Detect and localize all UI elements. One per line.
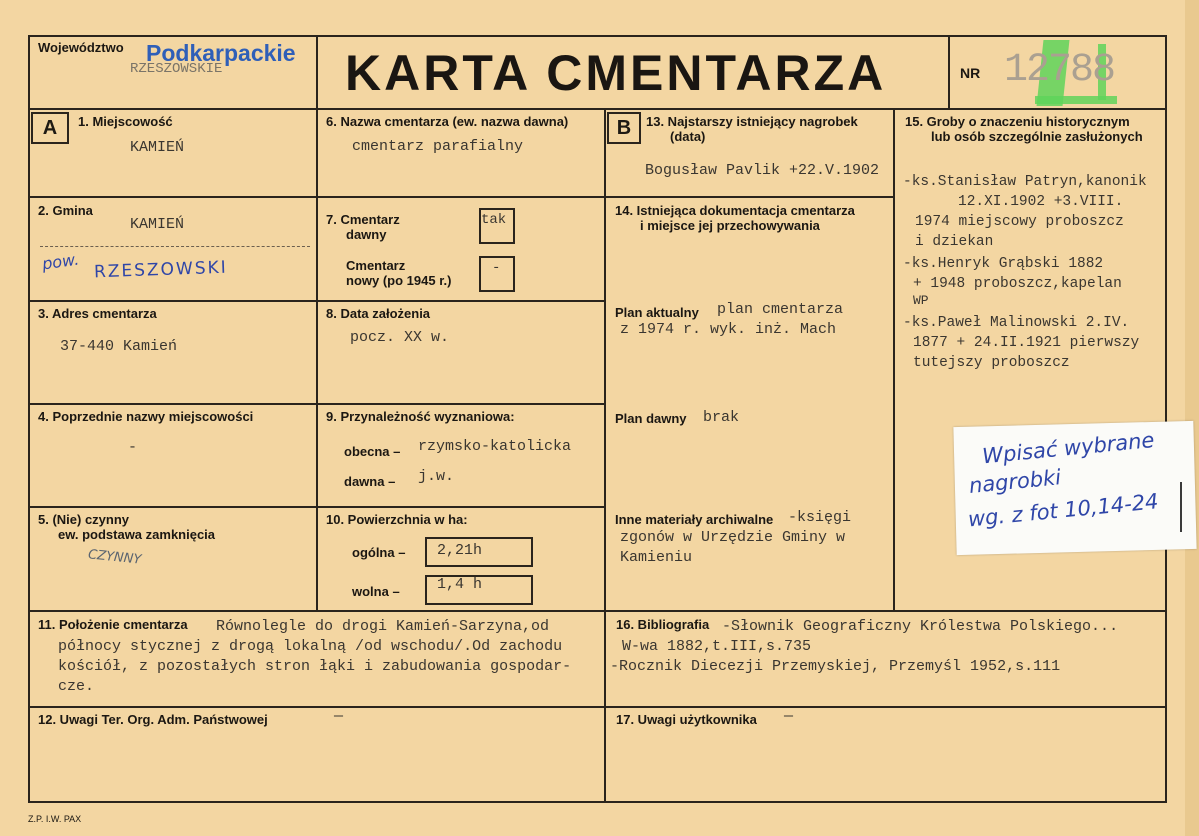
header-v2 — [948, 35, 950, 109]
f5-label-a: 5. (Nie) czynny — [38, 512, 130, 527]
f1-label: 1. Miejscowość — [78, 114, 173, 129]
header-divider — [28, 108, 1167, 110]
f8-label: 8. Data założenia — [326, 306, 431, 321]
frame-right — [1165, 35, 1167, 803]
f10-label: 10. Powierzchnia w ha: — [326, 512, 468, 527]
section-a-letter: A — [31, 112, 69, 144]
f8-value: pocz. XX w. — [350, 329, 450, 346]
note-line-2: nagrobki — [967, 465, 1063, 498]
f6-value: cmentarz parafialny — [352, 138, 524, 155]
f16-line-1: -Słownik Geograficzny Królestwa Polskiego... — [722, 618, 1119, 635]
f7-nowy-b: nowy (po 1945 r.) — [346, 273, 452, 288]
note-line-3: wg. z fot 10,14-24 — [966, 489, 1160, 532]
frame-top — [28, 35, 1167, 37]
row-main-bottom — [28, 610, 1167, 612]
f11-label: 11. Położenie cmentarza — [38, 617, 188, 632]
col-divider-2 — [604, 108, 606, 802]
card-edge — [1185, 0, 1199, 836]
pasted-note — [953, 421, 1196, 555]
wojewodztwo-typed: RZESZOWSKIE — [130, 61, 223, 77]
f5-value: CZYNNY — [87, 547, 142, 568]
page-title: KARTA CMENTARZA — [345, 45, 887, 101]
f3-value: 37-440 Kamień — [60, 338, 178, 355]
f7-nowy-a: Cmentarz — [346, 258, 406, 273]
f15-label-a: 15. Groby o znaczeniu historycznym — [905, 114, 1130, 129]
f11-line-3: kościół, z pozostałych stron łąki i zabudowania gospodar- — [58, 658, 572, 675]
printer-mark: Z.P. I.W. PAX — [28, 814, 82, 824]
wojewodztwo-stamp: Podkarpackie — [146, 40, 296, 66]
f15-line-5: -ks.Henryk Grąbski 1882 — [903, 256, 1104, 272]
f14-plan-dawny-value: brak — [703, 409, 740, 426]
f12-label: 12. Uwagi Ter. Org. Adm. Państwowej — [38, 712, 268, 727]
f16-line-2: W-wa 1882,t.III,s.735 — [622, 638, 812, 655]
f3-label: 3. Adres cmentarza — [38, 306, 157, 321]
frame-bottom — [28, 801, 1167, 803]
f13-value: Bogusław Pavlik +22.V.1902 — [645, 162, 880, 179]
f15-line-10: tutejszy proboszcz — [913, 355, 1070, 371]
col-divider-3 — [893, 108, 895, 610]
header-v1 — [316, 35, 318, 109]
f15-label-b: lub osób szczególnie zasłużonych — [931, 129, 1143, 144]
f2-pow-value: RZESZOWSKI — [93, 257, 229, 283]
f7-label-b: dawny — [346, 227, 387, 242]
f13-label-b: (data) — [670, 129, 706, 144]
f15-line-2: 12.XI.1902 +3.VIII. — [958, 194, 1124, 210]
row-b1 — [604, 196, 894, 198]
f15-line-4: i dziekan — [915, 234, 994, 250]
f7-nowy-value: - — [492, 260, 501, 276]
f10-ogolna-label: ogólna – — [352, 545, 406, 560]
row-a2 — [28, 300, 605, 302]
f15-line-1: -ks.Stanisław Patryn,kanonik — [903, 174, 1147, 190]
f16-line-3: -Rocznik Diecezji Przemyskiej, Przemyśl 1952,s.111 — [610, 658, 1061, 675]
f13-label-a: 13. Najstarszy istniejący nagrobek — [646, 114, 858, 129]
f17-value: — — [784, 708, 794, 725]
f16-label: 16. Bibliografia — [616, 617, 710, 632]
f9-obecna-value: rzymsko-katolicka — [418, 438, 572, 455]
f14-inne-line-2: zgonów w Urzędzie Gminy w — [620, 529, 846, 546]
note-line-1: Wpisać wybrane — [981, 427, 1156, 469]
f14-inne-line-3: Kamieniu — [620, 549, 693, 566]
row-a1 — [28, 196, 605, 198]
f4-value: - — [128, 439, 138, 456]
f14-plan-dawny-label: Plan dawny — [615, 411, 687, 426]
f14-label-a: 14. Istniejąca dokumentacja cmentarza — [615, 203, 855, 218]
note-bracket — [1180, 482, 1182, 532]
f15-line-7: WP — [913, 293, 929, 308]
f1-value: KAMIEŃ — [130, 139, 185, 156]
f2-value: KAMIEŃ — [130, 216, 185, 233]
f10-wolna-label: wolna – — [352, 584, 400, 599]
f9-dawna-value: j.w. — [418, 468, 455, 485]
f10-ogolna-value: 2,21h — [437, 542, 483, 559]
f4-label: 4. Poprzednie nazwy miejscowości — [38, 409, 254, 424]
f2-label: 2. Gmina — [38, 203, 93, 218]
f11-line-2: północy stycznej z drogą lokalną /od wschodu/.Od zachodu — [58, 638, 563, 655]
f14-plan-akt-value-1: plan cmentarza — [717, 301, 844, 318]
f5-label-b: ew. podstawa zamknięcia — [58, 527, 216, 542]
f14-plan-akt-label: Plan aktualny — [615, 305, 699, 320]
wojewodztwo-label: Województwo — [38, 40, 124, 55]
section-b-letter: B — [607, 112, 641, 144]
row-a3 — [28, 403, 605, 405]
f9-obecna-label: obecna – — [344, 444, 401, 459]
f2-pow-hand: pow. — [40, 249, 81, 274]
f10-wolna-value: 1,4 h — [437, 576, 483, 593]
row-a4 — [28, 506, 605, 508]
f12-value: — — [334, 708, 344, 725]
nr-label: NR — [960, 65, 981, 81]
f14-plan-akt-value-2: z 1974 r. wyk. inż. Mach — [620, 321, 837, 338]
f15-line-6: + 1948 proboszcz,kapelan — [913, 276, 1122, 292]
f14-label-b: i miejsce jej przechowywania — [640, 218, 820, 233]
f17-label: 17. Uwagi użytkownika — [616, 712, 757, 727]
col-divider-1 — [316, 108, 318, 610]
f9-label: 9. Przynależność wyznaniowa: — [326, 409, 515, 424]
f6-label: 6. Nazwa cmentarza (ew. nazwa dawna) — [326, 114, 569, 129]
f15-line-3: 1974 miejscowy proboszcz — [915, 214, 1124, 230]
f14-inne-line-1: -księgi — [788, 509, 852, 526]
frame-left — [28, 35, 30, 803]
f15-line-8: -ks.Paweł Malinowski 2.IV. — [903, 315, 1130, 331]
f7-dawny-value: tak — [481, 212, 507, 228]
f15-line-9: 1877 + 24.II.1921 pierwszy — [913, 335, 1140, 351]
f9-dawna-label: dawna – — [344, 474, 396, 489]
f14-inne-label: Inne materiały archiwalne — [615, 512, 774, 527]
row-notes — [28, 706, 1167, 708]
f11-line-1: Równolegle do drogi Kamień-Sarzyna,od — [216, 618, 550, 635]
f11-line-4: cze. — [58, 678, 95, 695]
f7-label-a: 7. Cmentarz — [326, 212, 400, 227]
gmina-rule — [40, 246, 310, 247]
nr-value: 12788 — [1004, 48, 1115, 93]
